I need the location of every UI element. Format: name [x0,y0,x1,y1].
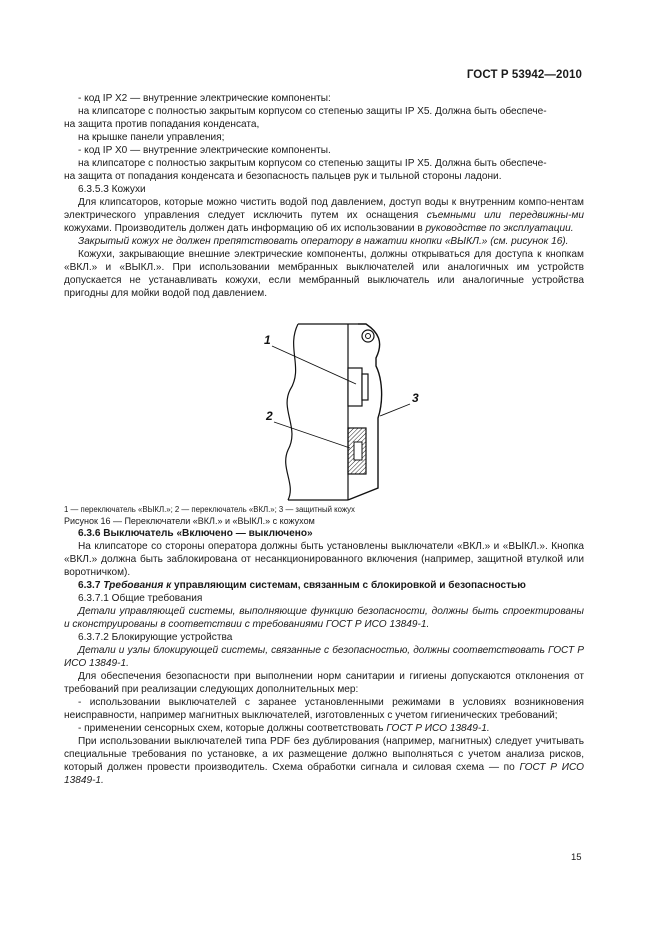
ip-x0-item: - код IP X0 — внутренние электрические компоненты. [78,145,331,156]
ip-x0-text-1: на клипсаторе с полностью закрытым корпусом со степенью защиты IP X5. Должна быть обеспече- [78,158,547,169]
off-switch-body [348,368,362,406]
measures-item-2-text: - применении сенсорных схем, которые должны соответствовать [78,723,387,734]
covers-p1-text-b: кожухами. Производитель должен дать информацию об их использовании в [64,223,426,234]
document-body [64,92,584,787]
switch-cover-drawing [260,318,430,508]
measures-item-1: - использовании выключателей с заранее установленными режимами в условиях возникновения неисправности, например магнитных выключателей, изготовленных с учетом гигиенических требований; [64,697,584,721]
document-code: ГОСТ Р 53942—2010 [466,69,582,81]
covers-p1-italic-1: съемными или передвижны-ми [426,210,584,221]
pdf-switch-ref: ГОСТ Р ИСО 13849-1. [64,762,585,786]
figure-title: Рисунок 16 — Переключатели «ВКЛ.» и «ВЫКЛ.» с кожухом [64,516,315,526]
off-switch-button [362,374,368,400]
measures-item-2 [64,722,584,735]
switch-paragraph: На клипсаторе со стороны оператора должны быть установлены выключатели «ВКЛ.» и «ВЫКЛ.». Кнопка «ВКЛ.» должна быть заблокирована от несанкционированного включения (например, защитной втулкой или воротничком). [64,541,584,578]
hinge-pin [366,334,371,339]
label-1: 1 [264,333,271,347]
ip-x2-item: - код IP X2 — внутренние электрические компоненты: [78,93,331,104]
general-requirements-paragraph: Детали управляющей системы, выполняющие функцию безопасности, должны быть спроектированы и сконструированы в соответствии с требованиями ГОСТ Р ИСО 13849-1. [64,606,584,630]
figure-16 [64,304,584,504]
covers-p1-text-a: Для клипсаторов, которые можно чистить водой под давлением, доступ воды к внутренним компо-нентам электрического управления следует исключить путем их оснащения [64,197,584,221]
ip-x2-text-1: на клипсаторе с полностью закрытым корпусом со степенью защиты IP X5. Должна быть обеспече- [78,106,547,117]
covers-paragraph-2: Закрытый кожух не должен препятствовать оператору в нажатии кнопки «ВЫКЛ.» (см. рисунок 16). [78,236,569,247]
panel-break-line [286,324,298,500]
on-switch-button [354,442,362,460]
label-3: 3 [412,391,419,405]
section-heading-6353: 6.3.5.3 Кожухи [78,184,146,195]
heading-637-rest: управляющим системам, связанным с блокировкой и безопасностью [171,580,526,591]
ip-x0-text-2: на защита от попадания конденсата и безопасность пальцев рук и тыльной стороны ладони. [64,171,502,182]
ip-x2-text-3: на крышке панели управления; [78,132,225,143]
section-heading-636: 6.3.6 Выключатель «Включено — выключено» [78,528,313,539]
leader-line-3 [380,404,410,416]
pdf-switch-text: При использовании выключателей типа PDF без дублирования (например, магнитных) следует учитывать специальные требования по установке, а их размещение должно выполняться с учетом анализа рисков, который должен провести производитель. Схема обработки сигнала и силовая схема — по [64,736,584,773]
figure-legend: 1 — переключатель «ВЫКЛ.»; 2 — переключатель «ВКЛ.»; 3 — защитный кожух [64,505,355,514]
page-number: 15 [571,852,582,863]
interlocking-paragraph: Детали и узлы блокирующей системы, связанные с безопасностью, должны соответствовать ГОСТ Р ИСО 13849-1. [64,645,584,669]
ip-x2-text-2: на защита против попадания конденсата, [64,119,260,130]
hygiene-paragraph: Для обеспечения безопасности при выполнении норм санитарии и гигиены допускаются отклонения от требований при реализации следующих дополнительных мер: [64,671,584,695]
section-heading-6372: 6.3.7.2 Блокирующие устройства [78,632,233,643]
heading-637-number: 6.3.7 [78,580,104,591]
covers-paragraph-1 [64,196,584,235]
pdf-switch-paragraph [64,735,584,787]
section-heading-6371: 6.3.7.1 Общие требования [78,593,203,604]
section-heading-637 [64,579,584,592]
covers-p1-italic-2: руководстве по эксплуатации. [425,223,574,234]
heading-637-italic: Требования к [103,580,172,591]
label-2: 2 [266,409,273,423]
leader-line-2 [274,422,350,448]
measures-item-2-ref: ГОСТ Р ИСО 13849-1. [386,723,490,734]
leader-line-1 [272,346,356,384]
covers-paragraph-3: Кожухи, закрывающие внешние электрические компоненты, должны открываться для доступа к кнопкам «ВКЛ.» и «ВЫКЛ.». При использовании мембранных выключателей или аналогичных им устройств допускается не устанавливать кожухи, если мембранный выключатель или аналогичные устройства пригодны для мойки водой под давлением. [64,249,584,299]
